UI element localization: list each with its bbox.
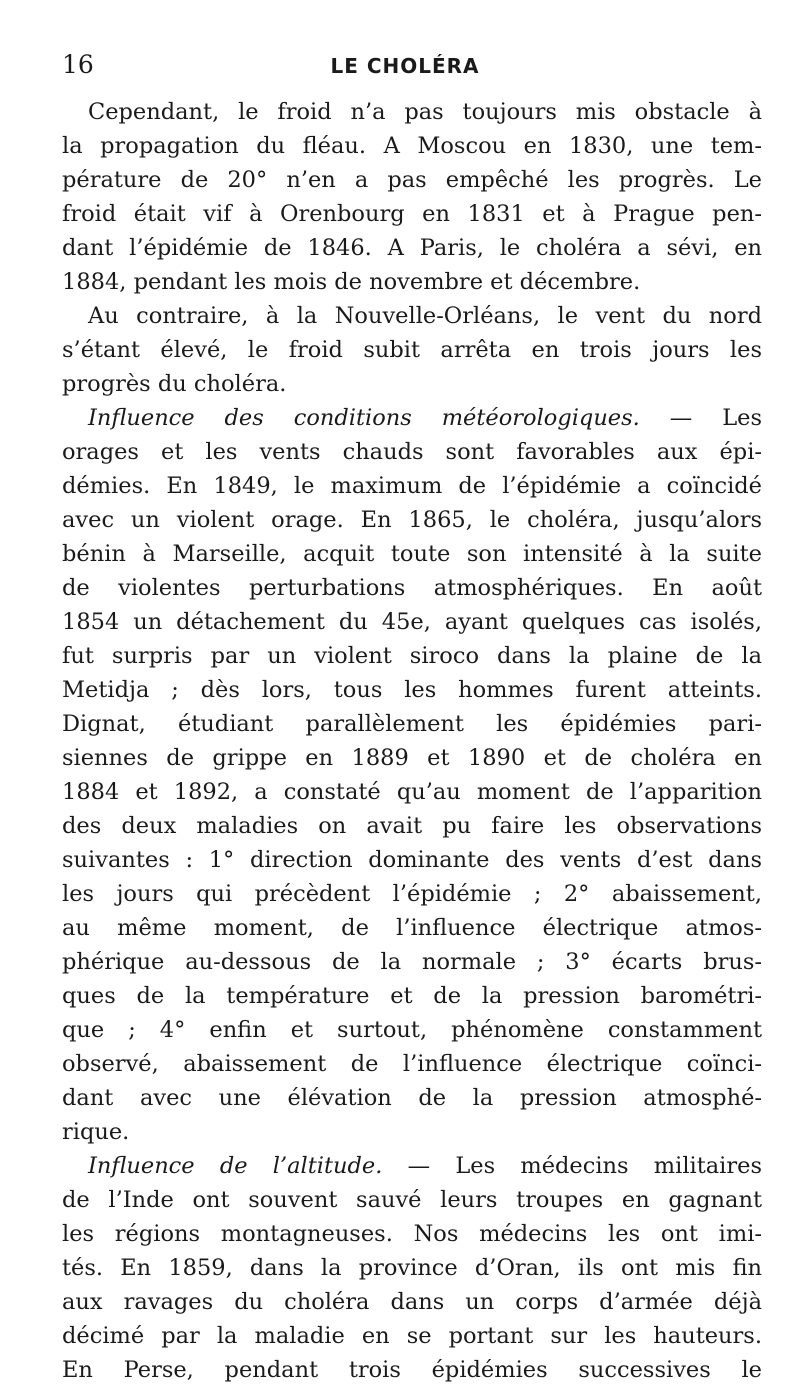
text-line: de violentes perturbations atmosphériques. En août: [62, 575, 762, 601]
text-line: avec un violent orage. En 1865, le choléra, jusqu’alors: [62, 507, 762, 533]
text-line: des deux maladies on avait pu faire les observations: [62, 813, 762, 839]
text-line: progrès du choléra.: [62, 371, 287, 397]
text-line: suivantes : 1° direction dominante des vents d’est dans: [62, 847, 762, 873]
running-title: LE CHOLÉRA: [330, 54, 480, 78]
text-line: Cependant, le froid n’a pas toujours mis obstacle à: [88, 99, 762, 125]
text-body: [62, 95, 762, 1387]
text-line: les jours qui précèdent l’épidémie ; 2° abaissement,: [62, 881, 762, 907]
text-line: Dignat, étudiant parallèlement les épidémies pari-: [62, 711, 762, 737]
heading-continuation: — Les médecins militaires: [382, 1153, 762, 1179]
page-header: [62, 50, 748, 80]
text-line: de l’Inde ont souvent sauvé leurs troupes en gagnant: [62, 1187, 762, 1213]
section-heading-line: [62, 401, 762, 435]
text-line: 1884 et 1892, a constaté qu’au moment de l’apparition: [62, 779, 762, 805]
text-line: les régions montagneuses. Nos médecins les ont imi-: [62, 1221, 762, 1247]
text-line: au même moment, de l’influence électrique atmos-: [62, 915, 762, 941]
section-heading: Influence des conditions météorologiques.: [88, 405, 640, 431]
text-line: pérature de 20° n’en a pas empêché les progrès. Le: [62, 167, 762, 193]
text-line: siennes de grippe en 1889 et 1890 et de choléra en: [62, 745, 762, 771]
text-line: rique.: [62, 1119, 130, 1145]
text-line: En Perse, pendant trois épidémies successives le: [62, 1357, 762, 1383]
text-line: observé, abaissement de l’influence électrique coïnci-: [62, 1051, 762, 1077]
heading-continuation: — Les: [639, 405, 762, 431]
text-line: 1854 un détachement du 45e, ayant quelques cas isolés,: [62, 609, 762, 635]
text-line: fut surpris par un violent siroco dans la plaine de la: [62, 643, 762, 669]
text-line: froid était vif à Orenbourg en 1831 et à Prague pen-: [62, 201, 762, 227]
text-line: la propagation du fléau. A Moscou en 1830, une tem-: [62, 133, 762, 159]
text-line: dant l’épidémie de 1846. A Paris, le choléra a sévi, en: [62, 235, 762, 261]
text-line: orages et les vents chauds sont favorables aux épi-: [62, 439, 762, 465]
text-line: démies. En 1849, le maximum de l’épidémie a coïncidé: [62, 473, 762, 499]
text-line: s’étant élevé, le froid subit arrêta en trois jours les: [62, 337, 762, 363]
text-line: Au contraire, à la Nouvelle-Orléans, le vent du nord: [88, 303, 762, 329]
text-line: aux ravages du choléra dans un corps d’armée déjà: [62, 1289, 762, 1315]
text-line: décimé par la maladie en se portant sur les hauteurs.: [62, 1323, 762, 1349]
text-line: ques de la température et de la pression barométri-: [62, 983, 762, 1009]
text-line: que ; 4° enfin et surtout, phénomène constamment: [62, 1017, 762, 1043]
text-line: tés. En 1859, dans la province d’Oran, ils ont mis fin: [62, 1255, 762, 1281]
section-heading: Influence de l’altitude.: [88, 1153, 383, 1179]
text-line: bénin à Marseille, acquit toute son intensité à la suite: [62, 541, 762, 567]
text-line: 1884, pendant les mois de novembre et décembre.: [62, 269, 641, 295]
text-line: Metidja ; dès lors, tous les hommes furent atteints.: [62, 677, 762, 703]
section-heading-line: [62, 1149, 762, 1183]
page-number: 16: [62, 50, 94, 79]
text-line: dant avec une élévation de la pression atmosphé-: [62, 1085, 762, 1111]
text-line: phérique au-dessous de la normale ; 3° écarts brus-: [62, 949, 762, 975]
